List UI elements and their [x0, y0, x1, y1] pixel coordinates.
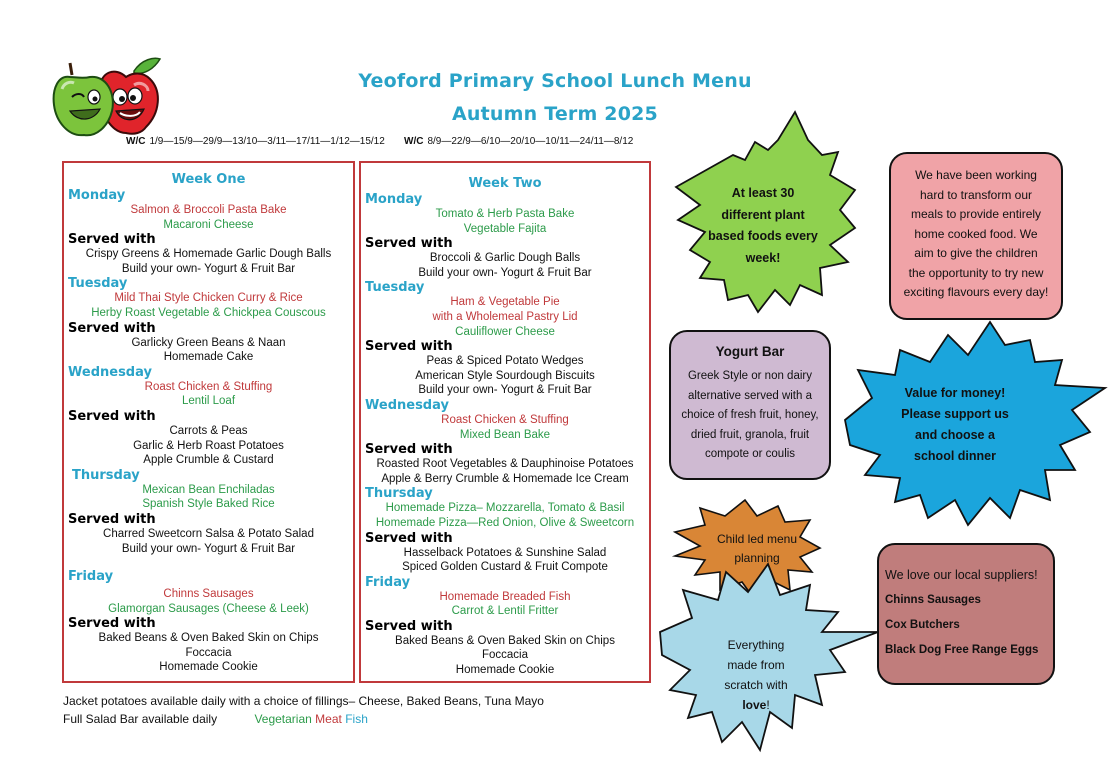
served-with-label: Served with — [68, 320, 156, 336]
week-two-title: Week Two — [468, 176, 542, 191]
callout-line: school dinner — [914, 449, 996, 463]
menu-item-meat: Ham & Vegetable Pie — [450, 296, 560, 309]
home-cooked-box — [889, 152, 1063, 320]
love-word: love — [742, 698, 767, 712]
menu-side: Foccacia — [481, 649, 529, 662]
menu-side: Homemade Cookie — [455, 664, 555, 677]
menu-side: Apple Crumble & Custard — [143, 454, 274, 467]
menu-side: Garlicky Green Beans & Naan — [131, 336, 286, 349]
week-one-title: Week One — [171, 172, 246, 187]
callout-line: exciting flavours every day! — [903, 285, 1049, 299]
page-subtitle: Autumn Term 2025 — [452, 103, 658, 125]
menu-side: Foccacia — [185, 646, 232, 659]
menu-side: Broccoli & Garlic Dough Balls — [429, 252, 581, 265]
menu-item-meat: Salmon & Broccoli Pasta Bake — [130, 204, 287, 216]
week-one-monday-label: Monday — [68, 188, 126, 203]
menu-side: Spiced Golden Custard & Fruit Compote — [402, 561, 608, 574]
week-two-dates: W/C 8/9—22/9—6/10—20/10—10/11—24/11—8/12 — [404, 136, 634, 147]
menu-side: Build your own- Yogurt & Fruit Bar — [121, 262, 296, 275]
callout-line: made from — [727, 658, 785, 672]
value-callout — [895, 383, 1015, 467]
week-two-wednesday-label: Wednesday — [365, 397, 449, 413]
menu-item-veg: Vegetable Fajita — [463, 222, 547, 235]
callout-line: different plant — [721, 207, 805, 222]
menu-side: Build your own- Yogurt & Fruit Bar — [418, 266, 592, 279]
week-two-monday-label: Monday — [365, 192, 423, 207]
callout-line: Child led menu — [716, 532, 798, 546]
suppliers-title: We love our local suppliers! — [885, 568, 1038, 582]
menu-item-meat: Roast Chicken & Stuffing — [144, 380, 273, 393]
week-two-thursday-label: Thursday — [365, 486, 433, 502]
key-fish: Fish — [345, 712, 368, 726]
served-with-label: Served with — [68, 616, 156, 632]
jacket-potato-note: Jacket potatoes available daily with a choice of fillings– Cheese, Baked Beans, Tuna Mayo — [63, 694, 544, 708]
callout-line: aim to give the children — [914, 246, 1038, 260]
menu-side: Homemade Cake — [163, 351, 254, 364]
callout-line: We have been working — [915, 168, 1037, 182]
menu-item-veg: Tomato & Herb Pasta Bake — [435, 208, 575, 220]
menu-item-veg: Glamorgan Sausages (Cheese & Leek) — [108, 602, 309, 615]
menu-side: Carrots & Peas — [169, 424, 248, 437]
scratch-callout — [708, 635, 804, 715]
week-one-friday-label: Friday — [68, 569, 114, 585]
page-title: Yeoford Primary School Lunch Menu — [358, 70, 752, 92]
menu-item-veg: Herby Roast Vegetable & Chickpea Couscous — [91, 306, 326, 319]
callout-line: the opportunity to try new — [908, 265, 1044, 280]
menu-side: Charred Sweetcorn Salsa & Potato Salad — [103, 527, 314, 540]
menu-item-meat: Mild Thai Style Chicken Curry & Rice — [114, 292, 303, 305]
week-one-tuesday-label: Tuesday — [68, 276, 128, 292]
served-with-label: Served with — [68, 232, 156, 248]
supplier-item: Chinns Sausages — [885, 594, 981, 606]
served-with-label: Served with — [68, 511, 156, 527]
supplier-item: Black Dog Free Range Eggs — [885, 644, 1039, 656]
menu-item-veg: Macaroni Cheese — [163, 218, 254, 231]
week-two-friday-label: Friday — [365, 574, 411, 590]
callout-line: Greek Style or non dairy — [687, 370, 812, 382]
callout-line: week! — [745, 250, 781, 265]
plants-callout — [698, 183, 828, 269]
menu-item-veg: Lentil Loaf — [181, 395, 236, 408]
menu-side: Hasselback Potatoes & Sunshine Salad — [403, 546, 607, 559]
callout-line — [708, 695, 804, 715]
key-vegetarian: Vegetarian — [254, 712, 312, 726]
callout-line: choice of fresh fruit, honey, — [681, 409, 819, 421]
local-suppliers-box — [877, 543, 1055, 685]
menu-side: Garlic & Herb Roast Potatoes — [133, 439, 284, 452]
menu-item-veg: Mixed Bean Bake — [459, 428, 551, 441]
callout-line: alternative served with a — [687, 389, 812, 402]
menu-side: Baked Beans & Oven Baked Skin on Chips — [98, 632, 319, 645]
served-with-label: Served with — [365, 530, 453, 546]
menu-side: Build your own- Yogurt & Fruit Bar — [418, 384, 592, 397]
yogurt-bar-box — [669, 330, 831, 480]
menu-side: Peas & Spiced Potato Wedges — [426, 355, 584, 368]
callout-line: Please support us — [901, 407, 1009, 421]
menu-side: Build your own- Yogurt & Fruit Bar — [121, 542, 296, 555]
callout-line: home cooked food. We — [914, 226, 1038, 241]
week-one-dates: W/C 1/9—15/9—29/9—13/10—3/11—17/11—1/12—15/12 — [126, 136, 385, 147]
key-meat: Meat — [315, 712, 342, 726]
callout-line: meals to provide entirely — [910, 207, 1042, 221]
menu-side: Apple & Berry Crumble & Homemade Ice Cream — [381, 472, 629, 485]
served-with-label: Served with — [365, 442, 453, 458]
callout-line: hard to transform our — [919, 187, 1033, 202]
callout-line: scratch with — [724, 678, 788, 692]
week-two-tuesday-label: Tuesday — [365, 280, 425, 296]
menu-item-veg: Homemade Pizza– Mozzarella, Tomato & Basil — [385, 502, 625, 515]
yogurt-bar-title: Yogurt Bar — [715, 344, 785, 359]
served-with-label: Served with — [68, 408, 156, 424]
callout-line: dried fruit, granola, fruit — [690, 428, 810, 441]
menu-item-meat: Homemade Breaded Fish — [439, 590, 571, 603]
menu-side: Homemade Cookie — [159, 661, 258, 674]
menu-side: American Style Sourdough Biscuits — [415, 369, 595, 382]
week-one-wednesday-label: Wednesday — [68, 364, 152, 380]
week-one-thursday-label: Thursday — [72, 467, 140, 483]
salad-bar-text: Full Salad Bar available daily — [63, 712, 218, 726]
exclamation: ! — [766, 698, 770, 712]
callout-line: planning — [734, 551, 780, 565]
callout-line: based foods every — [708, 229, 818, 243]
menu-item-veg: Homemade Pizza—Red Onion, Olive & Sweetcorn — [375, 516, 635, 529]
menu-side: Crispy Greens & Homemade Garlic Dough Balls — [85, 248, 332, 261]
menu-item-veg: Carrot & Lentil Fritter — [451, 605, 559, 618]
menu-item-veg: Cauliflower Cheese — [455, 325, 555, 338]
menu-item-meat: Chinns Sausages — [163, 588, 254, 601]
served-with-label: Served with — [365, 236, 453, 252]
menu-item-meat: with a Wholemeal Pastry Lid — [432, 310, 578, 323]
supplier-item: Cox Butchers — [885, 619, 960, 631]
child-led-callout — [702, 530, 812, 568]
menu-item-veg: Spanish Style Baked Rice — [142, 498, 275, 511]
callout-line: compote or coulis — [704, 448, 796, 460]
menu-side: Baked Beans & Oven Baked Skin on Chips — [395, 634, 615, 647]
callout-line: Everything — [727, 638, 785, 652]
callout-line: and choose a — [915, 428, 995, 442]
callout-line: At least 30 — [731, 186, 795, 200]
menu-side: Roasted Root Vegetables & Dauphinoise Potatoes — [376, 458, 634, 471]
served-with-label: Served with — [365, 618, 453, 634]
menu-item-veg: Mexican Bean Enchiladas — [142, 483, 275, 496]
menu-item-meat: Roast Chicken & Stuffing — [441, 413, 569, 426]
served-with-label: Served with — [365, 339, 453, 355]
callout-line: Value for money! — [904, 386, 1006, 400]
